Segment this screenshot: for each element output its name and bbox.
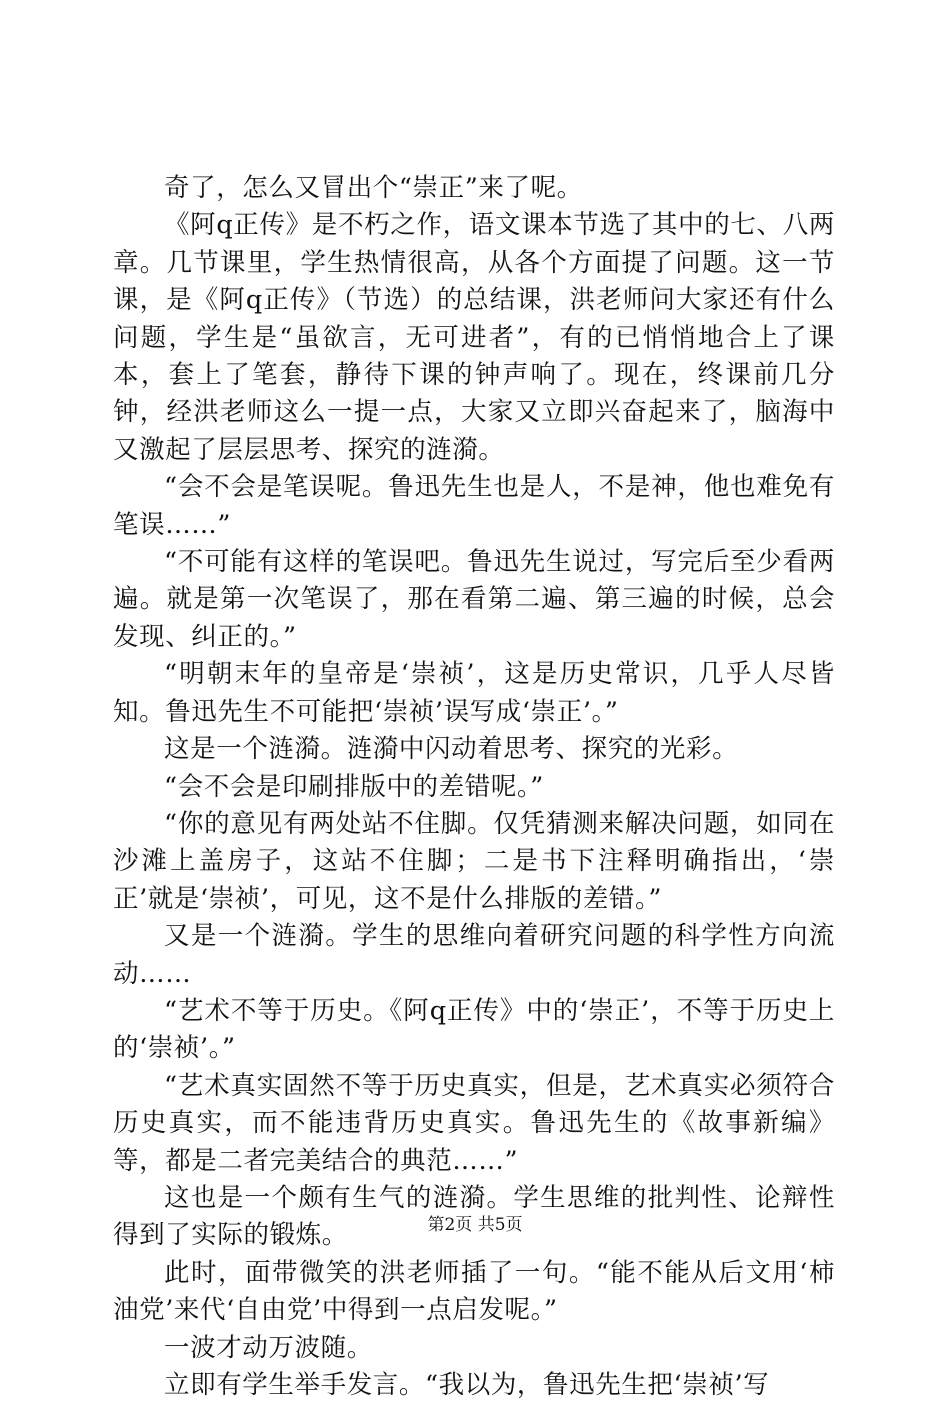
paragraph: “艺术不等于历史。《阿q正传》中的‘崇正’，不等于历史上的‘崇祯’。” xyxy=(113,995,835,1064)
paragraph: 《阿q正传》是不朽之作，语文课本节选了其中的七、八两章。几节课里，学生热情很高，从各个方面提了问题。这一节课，是《阿q正传》（节选）的总结课，洪老师问大家还有什么问题，学生是“虽欲言，无可进者”，有的已悄悄地合上了课本，套上了笔套，静待下课的钟声响了。现在，终课前几分钟，经洪老师这么一提一点，大家又立即兴奋起来了，脑海中又激起了层层思考、探究的涟漪。 xyxy=(113,210,835,465)
paragraph: 一波才动万波随。 xyxy=(164,1332,373,1363)
paragraph: “你的意见有两处站不住脚。仅凭猜测来解决问题，如同在沙滩上盖房子，这站不住脚；二是书下注释明确指出，‘崇正’就是‘崇祯’，可见，这不是什么排版的差错。” xyxy=(113,808,835,914)
paragraph: 此时，面带微笑的洪老师插了一句。“能不能从后文用‘柿油党’来代‘自由党’中得到一点启发呢。” xyxy=(113,1257,835,1326)
paragraph: 又是一个涟漪。学生的思维向着研究问题的科学性方向流动…… xyxy=(113,921,835,989)
paragraph: “明朝末年的皇帝是‘崇祯’，这是历史常识，几乎人尽皆知。鲁迅先生不可能把‘崇祯’误写成‘崇正’。” xyxy=(113,659,835,727)
paragraph: “会不会是印刷排版中的差错呢。” xyxy=(164,771,544,802)
paragraph: 立即有学生举手发言。“我以为，鲁迅先生把‘崇祯’写 xyxy=(164,1370,770,1400)
paragraph: 奇了，怎么又冒出个“崇正”来了呢。 xyxy=(164,173,583,203)
paragraph: 这也是一个颇有生气的涟漪。学生思维的批判性、论辩性得到了实际的锻炼。 xyxy=(113,1182,835,1251)
paragraph: “会不会是笔误呢。鲁迅先生也是人，不是神，他也难免有笔误……” xyxy=(113,472,835,540)
paragraph: 这是一个涟漪。涟漪中闪动着思考、探究的光彩。 xyxy=(164,734,739,765)
paragraph: “不可能有这样的笔误吧。鲁迅先生说过，写完后至少看两遍。就是第一次笔误了，那在看第二遍、第三遍的时候，总会发现、纠正的。” xyxy=(113,547,835,652)
page-number-footer: 第2页 共5页 xyxy=(427,1215,523,1235)
paragraph: “艺术真实固然不等于历史真实，但是，艺术真实必须符合历史真实，而不能违背历史真实。鲁迅先生的《故事新编》等，都是二者完美结合的典范……” xyxy=(113,1070,835,1176)
